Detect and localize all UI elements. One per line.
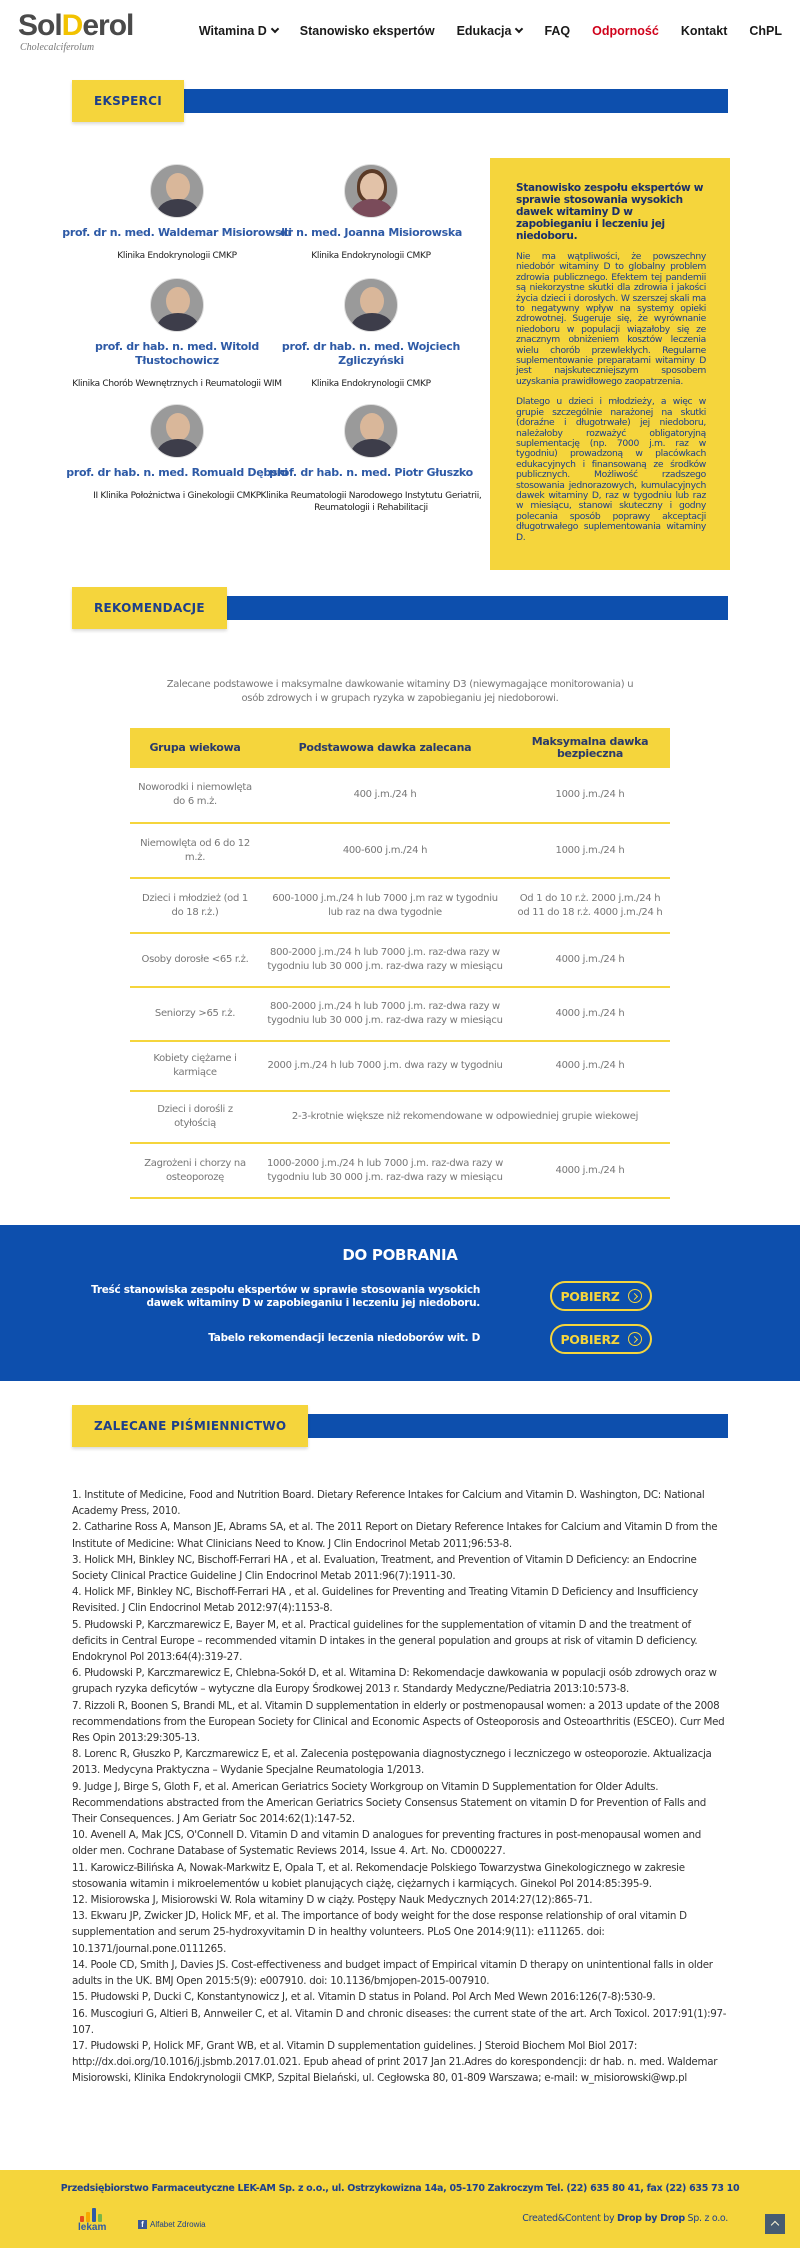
literature-item: 14. Poole CD, Smith J, Davies JS. Cost-effectiveness and budget impact of Empirical vitamin D therapy on unintentional falls in older adults in the UK. BMJ Open 2015:5(9): e007910. doi: 10.1136/bmjopen-2015-007910. bbox=[72, 1958, 713, 1988]
cell-max-dose: Od 1 do 10 r.ż. 2000 j.m./24 h od 11 do 18 r.ż. 4000 j.m./24 h bbox=[510, 878, 670, 933]
site-footer bbox=[0, 2170, 800, 2248]
expert-name[interactable]: prof. dr hab. n. med. Romuald Dębski bbox=[66, 466, 288, 479]
recommendations-heading-bar bbox=[72, 587, 728, 629]
literature-item: 7. Rizzoli R, Boonen S, Brandi ML, et al. Vitamin D supplementation in elderly or postmenopausal women: a 2013 update of the 2008 recommendations from the European Society for Clinical and Economic Aspects of Osteoporosis and Osteoarthritis (ESCEO). Curr Med Res Opin 2013:29:305-13. bbox=[72, 1699, 725, 1745]
dosage-table bbox=[130, 728, 670, 1199]
expert-photo bbox=[344, 278, 398, 332]
literature-item: 11. Karowicz-Bilińska A, Nowak-Markwitz E, Opala T, et al. Rekomendacje Polskiego Towarzystwa Ginekologicznego w zakresie stosowania witamin i mikroelementów u kobiet planujących ciążę, ciężarnych i karmiących. Ginekol Pol 2014:85:395-9. bbox=[72, 1861, 685, 1890]
nav-chpl[interactable]: ChPL bbox=[749, 24, 782, 38]
literature-item: 5. Płudowski P, Karczmarewicz E, Bayer M, et al. Practical guidelines for the supplementation of vitamin D and the treatment of deficits in Central Europe – recommended vitamin D intakes in the general population and groups at risk of vitamin D deficiency. Endokrynol Pol 2013:64(4):319-27. bbox=[72, 1618, 698, 1664]
cell-basic-dose: 1000-2000 j.m./24 h lub 7000 j.m. raz-dwa razy w tygodniu lub 30 000 j.m. raz-dwa razy w miesiącu bbox=[260, 1143, 510, 1198]
column-header: Maksymalna dawka bezpieczna bbox=[510, 728, 670, 768]
expert-institution: Klinika Endokrynologii CMKP bbox=[117, 251, 237, 261]
expert-card bbox=[256, 164, 486, 262]
scroll-top-button[interactable] bbox=[765, 2214, 785, 2234]
expert-name[interactable]: prof. dr hab. n. med. Witold Tłustochowicz bbox=[95, 340, 259, 367]
recommendations-intro: Zalecane podstawowe i maksymalne dawkowanie witaminy D3 (niewymagające monitorowania) u osób zdrowych i w grupach ryzyka w zapobieganiu jej niedoborowi. bbox=[166, 679, 634, 704]
literature-item: 16. Muscogiuri G, Altieri B, Annweiler C, et al. Vitamin D and chronic diseases: the current state of the art. Arch Toxicol. 2017:91(1):97-107. bbox=[72, 2007, 727, 2036]
expert-photo bbox=[150, 278, 204, 332]
literature-item: 17. Płudowski P, Holick MF, Grant WB, et al. Vitamin D supplementation guidelines. J Steroid Biochem Mol Biol 2017: http://dx.doi.org/10.1016/j.jsbmb.2017.01.021. Epub ahead of print 2017 Jan 21.Adres do korespondencji: dr hab. n. med. Waldemar Misiorowski, Klinika Endokrynologii CMKP, Szpital Bielański, ul. Cegłowska 80, 01-809 Warszawa; e-mail: w_misiorowski@wp.pl bbox=[72, 2039, 718, 2085]
download-button[interactable]: POBIERZ bbox=[550, 1281, 652, 1311]
literature-item: 12. Misiorowska J, Misiorowski W. Rola witaminy D w ciąży. Postępy Nauk Medycznych 2014:27(12):865-71. bbox=[72, 1894, 593, 1907]
expert-photo bbox=[344, 164, 398, 218]
cell-group: Noworodki i niemowlęta do 6 m.ż. bbox=[130, 768, 260, 823]
experts-heading: EKSPERCI bbox=[72, 80, 184, 122]
lekam-logo[interactable]: lekam bbox=[78, 2208, 106, 2233]
cell-group: Seniorzy >65 r.ż. bbox=[130, 987, 260, 1041]
statement-title: Stanowisko zespołu ekspertów w sprawie stosowania wysokich dawek witaminy D w zapobieganiu i leczeniu jej niedoboru. bbox=[516, 182, 704, 242]
nav-kontakt[interactable]: Kontakt bbox=[680, 24, 728, 38]
literature-item: 9. Judge J, Birge S, Gloth F, et al. American Geriatrics Society Workgroup on Vitamin D Supplementation for Older Adults. Recommendations abstracted from the American Geriatrics Society Consensus Statement on vitamin D for Prevention of Falls and Their Consequences. J Am Geriatr Soc 2014:62(1):147-52. bbox=[72, 1780, 706, 1826]
credits[interactable]: Created&Content by Drop by Drop Sp. z o.o. bbox=[522, 2213, 728, 2224]
table-row bbox=[130, 1143, 670, 1198]
literature-item: 1. Institute of Medicine, Food and Nutrition Board. Dietary Reference Intakes for Calcium and Vitamin D. Washington, DC: National Academy Press, 2010. bbox=[72, 1489, 705, 1518]
table-header-row bbox=[130, 728, 670, 768]
cell-max-dose: 4000 j.m./24 h bbox=[510, 1041, 670, 1091]
cell-basic-dose: 800-2000 j.m./24 h lub 7000 j.m. raz-dwa razy w tygodniu lub 30 000 j.m. raz-dwa razy w miesiącu bbox=[260, 987, 510, 1041]
download-button[interactable]: POBIERZ bbox=[550, 1324, 652, 1354]
nav-edukacja[interactable]: Edukacja bbox=[457, 24, 523, 38]
cell-max-dose: 1000 j.m./24 h bbox=[510, 823, 670, 878]
cell-group: Dzieci i młodzież (od 1 do 18 r.ż.) bbox=[130, 878, 260, 933]
literature-item: 3. Holick MH, Binkley NC, Bischoff-Ferrari HA , et al. Evaluation, Treatment, and Prevention of Vitamin D Deficiency: an Endocrine Society Clinical Practice Guideline J Clin Endocrinol Metab 2011:96(7):1911-30. bbox=[72, 1553, 697, 1583]
table-row bbox=[130, 768, 670, 823]
company-address: Przedsiębiorstwo Farmaceutyczne LEK-AM Sp. z o.o., ul. Ostrzykowizna 14a, 05-170 Zakroczym Tel. (22) 635 80 41, fax (22) 635 73 10 bbox=[60, 2183, 740, 2194]
expert-institution: Klinika Chorób Wewnętrznych i Reumatologii WIM bbox=[72, 379, 282, 389]
literature-item: 2. Catharine Ross A, Manson JE, Abrams SA, et al. The 2011 Report on Dietary Reference Intakes for Calcium and Vitamin D from the Institute of Medicine: What Clinicians Need to Know. J Clin Endocrinol Metab 2011;96:53-8. bbox=[72, 1521, 718, 1550]
chevron-down-icon bbox=[515, 25, 523, 33]
cell-max-dose: 4000 j.m./24 h bbox=[510, 933, 670, 987]
nav-witamina-d[interactable]: Witamina D bbox=[199, 24, 278, 38]
column-header: Podstawowa dawka zalecana bbox=[260, 728, 510, 768]
cell-group: Niemowlęta od 6 do 12 m.ż. bbox=[130, 823, 260, 878]
cell-group: Dzieci i dorośli z otyłością bbox=[130, 1091, 260, 1143]
literature-list bbox=[72, 1487, 728, 2087]
table-row bbox=[130, 987, 670, 1041]
expert-statement-box bbox=[490, 158, 730, 570]
arrow-right-icon bbox=[628, 1332, 642, 1346]
column-header: Grupa wiekowa bbox=[130, 728, 260, 768]
nav-stanowisko[interactable]: Stanowisko ekspertów bbox=[299, 24, 435, 38]
expert-photo bbox=[344, 404, 398, 458]
site-header bbox=[0, 0, 800, 66]
lekam-logo-icon bbox=[78, 2208, 104, 2222]
table-row bbox=[130, 1091, 670, 1143]
download-item-label: Treść stanowiska zespołu ekspertów w sprawie stosowania wysokich dawek witaminy D w zapobieganiu i leczeniu jej niedoboru. bbox=[91, 1284, 480, 1309]
expert-card bbox=[256, 278, 486, 390]
cell-max-dose: 4000 j.m./24 h bbox=[510, 1143, 670, 1198]
expert-card bbox=[256, 404, 486, 514]
main-nav bbox=[199, 24, 782, 38]
expert-name[interactable]: dr n. med. Joanna Misiorowska bbox=[279, 226, 463, 239]
expert-institution: Klinika Reumatologii Narodowego Instytutu Geriatrii, Reumatologii i Rehabilitacji bbox=[260, 491, 482, 513]
statement-paragraph: Nie ma wątpliwości, że powszechny niedobór witaminy D to globalny problem zdrowia publicznego. Efektem tej pandemii są niekorzystne skutki dla zdrowia i jakości życia dzieci i dorosłych. W szerszej skali ma to negatywny wpływ na systemy opieki zdrowotnej. Sugeruje się, że wyrównanie niedoboru w populacji wiązałoby się ze znacznym obniżeniem kosztów leczenia wielu chorób przewlekłych. Regularne suplementowanie preparatami witaminy D jest najskuteczniejszym sposobem uzyskania prawidłowego zaopatrzenia. bbox=[516, 251, 706, 387]
experts-heading-bar bbox=[72, 80, 728, 122]
facebook-link[interactable]: f Alfabet Zdrowia bbox=[138, 2220, 206, 2229]
nav-faq[interactable]: FAQ bbox=[544, 24, 571, 38]
cell-group: Osoby dorosłe <65 r.ż. bbox=[130, 933, 260, 987]
cell-basic-dose: 800-2000 j.m./24 h lub 7000 j.m. raz-dwa razy w tygodniu lub 30 000 j.m. raz-dwa razy w miesiącu bbox=[260, 933, 510, 987]
cell-max-dose: 4000 j.m./24 h bbox=[510, 987, 670, 1041]
literature-item: 13. Ekwaru JP, Zwicker JD, Holick MF, et al. The importance of body weight for the dose response relationship of oral vitamin D supplementation and serum 25-hydroxyvitamin D in healthy volunteers. PLoS One 2014:9(11): e111265. doi: 10.1371/journal.pone.0111265. bbox=[72, 1910, 687, 1955]
arrow-right-icon bbox=[628, 1289, 642, 1303]
statement-paragraph: Dlatego u dzieci i młodzieży, a więc w grupie szczególnie narażonej na skutki (doraźne i długotrwałe) jej niedoboru, należałoby rozważyć obligatoryjną suplementację (np. 7000 j.m. raz w tygodniu) prowadzoną w placówkach edukacyjnych i finansowaną ze środków publicznych. Możliwość rzadszego stosowania jednorazowych, kumulacyjnych dawek witaminy D, raz w tygodniu lub raz w miesiącu, stanowi skuteczny i godny polecania sposób poprawy akceptacji długotrwałego suplementowania witaminy D. bbox=[516, 396, 706, 543]
cell-group: Zagrożeni i chorzy na osteoporozę bbox=[130, 1143, 260, 1198]
cell-group: Kobiety ciężarne i karmiące bbox=[130, 1041, 260, 1091]
cell-basic-dose: 400 j.m./24 h bbox=[260, 768, 510, 823]
table-row bbox=[130, 878, 670, 933]
literature-item: 4. Holick MF, Binkley NC, Bischoff-Ferrari HA , et al. Guidelines for Preventing and Treating Vitamin D Deficiency and Insufficiency Revisited. J Clin Endocrinol Metab 2012:97(4):1153-8. bbox=[72, 1586, 698, 1615]
nav-odpornosc[interactable]: Odporność bbox=[592, 24, 659, 38]
cell-basic-dose: 400-600 j.m./24 h bbox=[260, 823, 510, 878]
cell-max-dose: 1000 j.m./24 h bbox=[510, 768, 670, 823]
expert-institution: Klinika Endokrynologii CMKP bbox=[311, 251, 431, 261]
literature-item: 10. Avenell A, Mak JCS, O'Connell D. Vitamin D and vitamin D analogues for preventing fractures in post-menopausal women and older men. Cochrane Database of Systematic Reviews 2014, Issue 4. Art. No. CD000227. bbox=[72, 1829, 701, 1858]
literature-item: 6. Płudowski P, Karczmarewicz E, Chlebna-Sokół D, et al. Witamina D: Rekomendacje dawkowania w populacji osób zdrowych oraz w grupach ryzyka deficytów – wytyczne dla Europy Środkowej 2013 r. Standardy Medyczne/Pediatria 2013:10:573-8. bbox=[72, 1667, 717, 1696]
download-section bbox=[0, 1225, 800, 1381]
expert-name[interactable]: prof. dr n. med. Waldemar Misiorowski bbox=[62, 226, 292, 239]
table-row bbox=[130, 823, 670, 878]
expert-name[interactable]: prof. dr hab. n. med. Wojciech Zgliczyński bbox=[281, 340, 461, 367]
literature-item: 15. Płudowski P, Ducki C, Konstantynowicz J, et al. Vitamin D status in Poland. Pol Arch Med Wewn 2016:126(7-8):530-9. bbox=[72, 1991, 656, 2004]
download-heading: DO POBRANIA bbox=[342, 1246, 458, 1264]
cell-span-dose: 2-3-krotnie większe niż rekomendowane w odpowiedniej grupie wiekowej bbox=[260, 1091, 670, 1143]
literature-heading: ZALECANE PIŚMIENNICTWO bbox=[72, 1405, 308, 1447]
recommendations-heading: REKOMENDACJE bbox=[72, 587, 227, 629]
logo[interactable] bbox=[18, 10, 133, 53]
facebook-icon: f bbox=[138, 2220, 147, 2229]
logo-subtitle: Cholecalciferolum bbox=[20, 42, 95, 53]
expert-photo bbox=[150, 164, 204, 218]
logo-wordmark: SolDerol bbox=[18, 9, 134, 42]
cell-basic-dose: 2000 j.m./24 h lub 7000 j.m. dwa razy w tygodniu bbox=[260, 1041, 510, 1091]
expert-photo bbox=[150, 404, 204, 458]
expert-institution: Klinika Endokrynologii CMKP bbox=[311, 379, 431, 389]
download-item-label: Tabelo rekomendacji leczenia niedoborów wit. D bbox=[208, 1332, 480, 1344]
literature-item: 8. Lorenc R, Głuszko P, Karczmarewicz E, et al. Zalecenia postępowania diagnostycznego i leczniczego w osteoporozie. Aktualizacja 2013. Medycyna Praktyczna – Wydanie Specjalne Reumatologia 1/2013. bbox=[72, 1748, 712, 1777]
table-row bbox=[130, 933, 670, 987]
expert-institution: II Klinika Położnictwa i Ginekologii CMKP bbox=[93, 491, 261, 501]
cell-basic-dose: 600-1000 j.m./24 h lub 7000 j.m raz w tygodniu lub raz na dwa tygodnie bbox=[260, 878, 510, 933]
chevron-down-icon bbox=[271, 25, 279, 33]
expert-name[interactable]: prof. dr hab. n. med. Piotr Głuszko bbox=[269, 466, 473, 479]
literature-heading-bar bbox=[72, 1405, 728, 1447]
table-row bbox=[130, 1041, 670, 1091]
